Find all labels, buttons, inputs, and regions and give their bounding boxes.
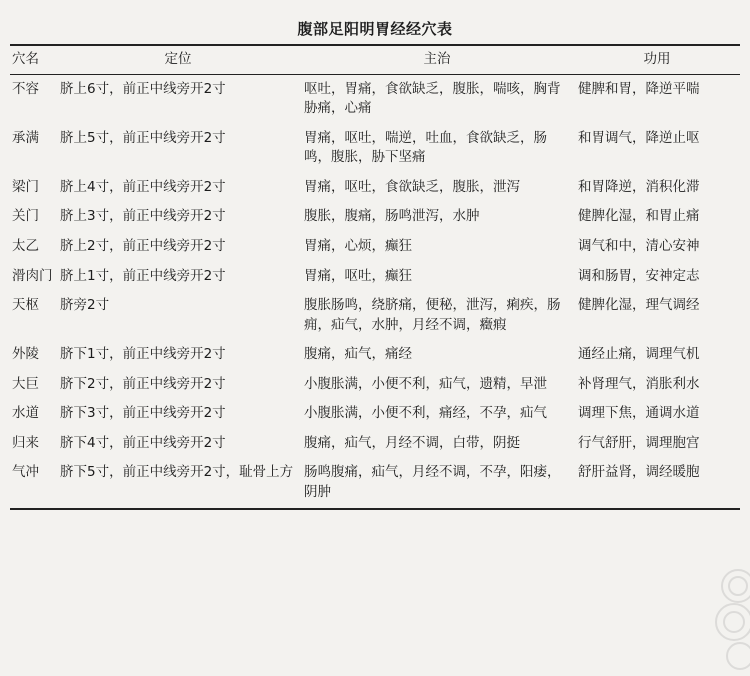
cell-indications: 腹痛，疝气，痛经: [304, 346, 412, 363]
cell-function: 和胃调气，降逆止呕: [578, 129, 700, 146]
column-header-name: 穴名: [10, 45, 56, 74]
cell-point-name: 关门: [12, 208, 39, 225]
table-row: [10, 262, 740, 292]
cell-point-name: 太乙: [12, 237, 39, 254]
table-row: [10, 291, 740, 340]
table-row: [10, 458, 740, 508]
cell-location: 脐上5寸，前正中线旁开2寸: [60, 129, 226, 146]
cell-indications: 呕吐，胃痛，食欲缺乏，腹胀，喘咳，胸背胁痛，心痛: [304, 80, 561, 117]
column-header-location: 定位: [56, 45, 300, 74]
cell-indications: 胃痛，心烦，癫狂: [304, 237, 412, 254]
table-row: [10, 370, 740, 400]
cell-indications: 腹痛，疝气，月经不调，白带，阴挺: [304, 434, 520, 451]
cell-location: 脐下1寸，前正中线旁开2寸: [60, 346, 226, 363]
cell-point-name: 水道: [12, 405, 39, 422]
cell-function: 健脾化湿，理气调经: [578, 297, 700, 314]
cell-function: 调和肠胃，安神定志: [578, 267, 700, 284]
cell-location: 脐上3寸，前正中线旁开2寸: [60, 208, 226, 225]
cell-function: 通经止痛，调理气机: [578, 346, 700, 363]
cell-point-name: 梁门: [12, 178, 39, 195]
table-row: [10, 202, 740, 232]
cell-location: 脐下4寸，前正中线旁开2寸: [60, 434, 226, 451]
cell-location: 脐下2寸，前正中线旁开2寸: [60, 375, 226, 392]
cell-point-name: 外陵: [12, 346, 39, 363]
cell-function: 健脾化湿，和胃止痛: [578, 208, 700, 225]
table-row: [10, 399, 740, 429]
table-row: [10, 232, 740, 262]
cell-location: 脐上1寸，前正中线旁开2寸: [60, 267, 226, 284]
cell-point-name: 滑肉门: [12, 267, 53, 284]
cell-function: 行气舒肝，调理胞宫: [578, 434, 700, 451]
cell-point-name: 不容: [12, 80, 39, 97]
cell-location: 脐上2寸，前正中线旁开2寸: [60, 237, 226, 254]
cell-point-name: 气冲: [10, 458, 56, 508]
cell-function: 调气和中，清心安神: [578, 237, 700, 254]
cell-indications: 腹胀，腹痛，肠鸣泄泻，水肿: [304, 208, 480, 225]
cell-function: 舒肝益肾，调经暖胞: [574, 458, 740, 508]
cell-point-name: 承满: [12, 129, 39, 146]
cell-indications: 小腹胀满，小便不利，疝气，遗精，早泄: [304, 375, 547, 392]
cell-location: 脐下5寸，前正中线旁开2寸，耻骨上方: [56, 458, 300, 508]
table-row: [10, 173, 740, 203]
cell-indications: 腹胀肠鸣，绕脐痛，便秘，泄泻，痢疾，肠痈，疝气，水肿，月经不调，癥瘕: [304, 297, 561, 333]
table-row: [10, 74, 740, 124]
cell-point-name: 大巨: [12, 375, 39, 392]
table-row: [10, 340, 740, 370]
cell-location: 脐下3寸，前正中线旁开2寸: [60, 405, 226, 422]
cell-location: 脐上6寸，前正中线旁开2寸: [60, 80, 226, 97]
cell-point-name: 归来: [12, 434, 39, 451]
cell-indications: 胃痛，呕吐，喘逆，吐血，食欲缺乏，肠鸣，腹胀，胁下坚痛: [304, 129, 547, 166]
cell-indications: 肠鸣腹痛，疝气，月经不调，不孕，阳痿，阴肿: [300, 458, 574, 508]
cell-indications: 胃痛，呕吐，食欲缺乏，腹胀，泄泻: [304, 178, 520, 195]
cell-function: 补肾理气，消胀利水: [578, 375, 700, 392]
table-row: [10, 124, 740, 173]
acupoint-table: [10, 44, 740, 510]
cell-function: 和胃降逆，消积化滞: [578, 178, 700, 195]
table-title: 腹部足阳明胃经经穴表: [297, 20, 453, 38]
table-row: [10, 429, 740, 459]
cell-location: 脐旁2寸: [60, 297, 110, 314]
page-ornament: [694, 560, 750, 670]
cell-function: 调理下焦，通调水道: [578, 405, 700, 422]
table-header-row: [10, 45, 740, 74]
column-header-function: 功用: [574, 45, 740, 74]
column-header-indications: 主治: [300, 45, 574, 74]
table-container: [10, 44, 740, 510]
cell-point-name: 天枢: [12, 297, 39, 314]
cell-indications: 小腹胀满，小便不利，痛经，不孕，疝气: [304, 405, 547, 422]
cell-function: 健脾和胃，降逆平喘: [578, 80, 700, 97]
cell-indications: 胃痛，呕吐，癫狂: [304, 267, 412, 284]
cell-location: 脐上4寸，前正中线旁开2寸: [60, 178, 226, 195]
